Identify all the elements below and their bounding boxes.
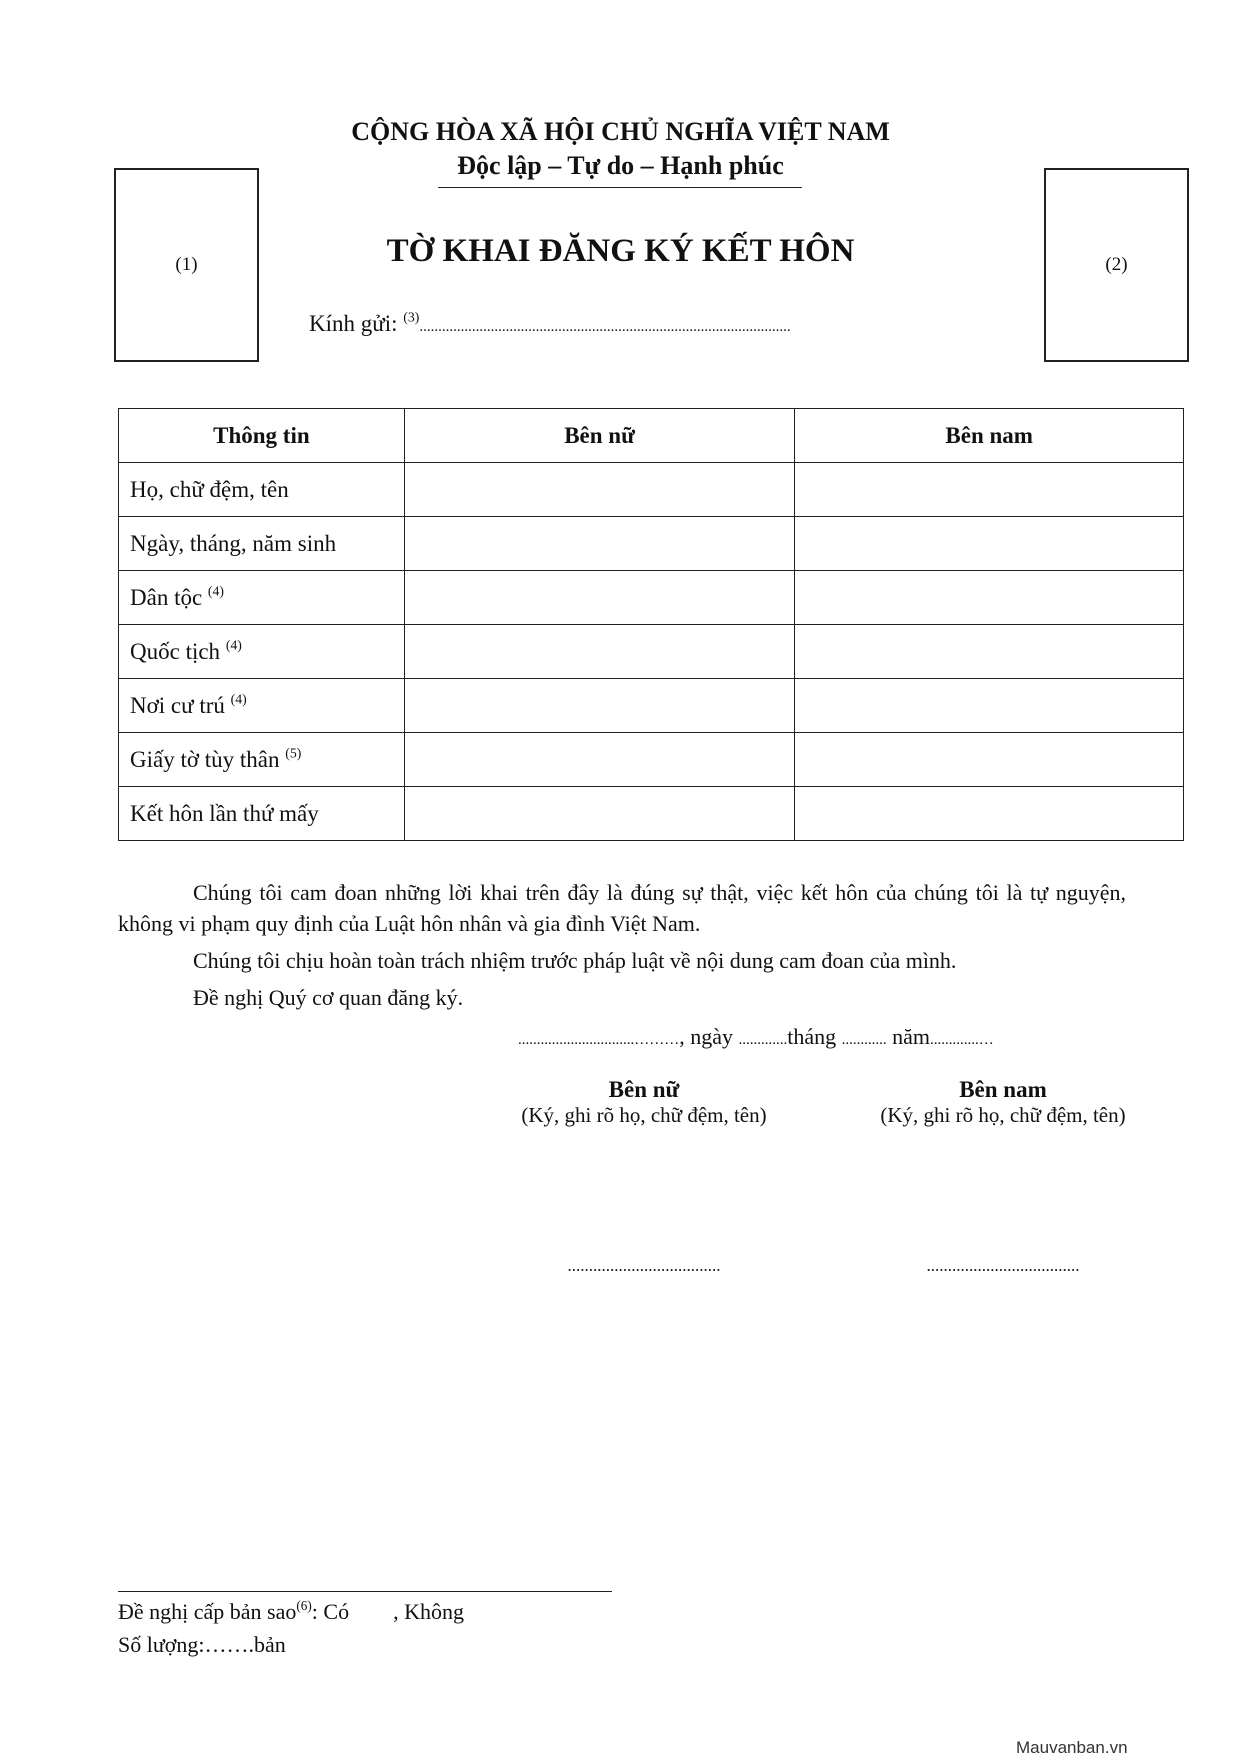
month-label: tháng (787, 1024, 842, 1049)
signature-female (484, 1077, 804, 1128)
footnote-divider (118, 1591, 612, 1592)
copy-request-sup: (6) (296, 1597, 312, 1613)
signature-female-note: (Ký, ghi rõ họ, chữ đệm, tên) (521, 1103, 767, 1127)
female-ethnicity-cell[interactable] (404, 571, 795, 625)
signature-male-line[interactable]: .................................... (926, 1256, 1080, 1275)
table-row (119, 733, 1184, 787)
copy-request-line (118, 1599, 464, 1625)
male-dob-cell[interactable] (795, 517, 1184, 571)
table-header-row (119, 409, 1184, 463)
female-residence-cell[interactable] (404, 679, 795, 733)
day-label: , ngày (679, 1024, 739, 1049)
declaration-paragraph-3: Đề nghị Quý cơ quan đăng ký. (193, 985, 464, 1010)
female-marriage-count-cell[interactable] (404, 787, 795, 841)
female-nationality-cell[interactable] (404, 625, 795, 679)
female-dob-cell[interactable] (404, 517, 795, 571)
form-title: TỜ KHAI ĐĂNG KÝ KẾT HÔN (386, 233, 855, 269)
copy-quantity-line[interactable]: Số lượng:…….bản (118, 1632, 286, 1657)
signature-female-line[interactable]: .................................... (567, 1256, 721, 1275)
place-blank[interactable]: ...............................……… (518, 1032, 680, 1048)
row-label-text: Kết hôn lần thứ mấy (130, 800, 319, 826)
photo-box-left-label: (1) (175, 254, 198, 275)
row-label-sup: (4) (225, 636, 242, 652)
row-label (119, 571, 405, 625)
row-label-sup: (5) (285, 744, 302, 760)
signature-male-title: Bên nam (959, 1077, 1047, 1102)
recipient-blank[interactable]: ................................................................................................... (419, 319, 791, 335)
copy-request-options[interactable]: : Có , Không (311, 1599, 464, 1624)
male-name-cell[interactable] (795, 463, 1184, 517)
female-name-cell[interactable] (404, 463, 795, 517)
row-label (119, 463, 405, 517)
day-blank[interactable]: ............. (738, 1032, 788, 1048)
row-label (119, 787, 405, 841)
declaration-paragraph-2: Chúng tôi chịu hoàn toàn trách nhiệm trước pháp luật về nội dung cam đoan của mình. (193, 948, 957, 973)
recipient-footnote-ref: (3) (403, 309, 420, 325)
motto-underline (438, 187, 802, 188)
male-residence-cell[interactable] (795, 679, 1184, 733)
signature-male-note: (Ký, ghi rõ họ, chữ đệm, tên) (880, 1103, 1126, 1127)
copy-request-label: Đề nghị cấp bản sao (118, 1599, 297, 1624)
row-label-sup: (4) (207, 582, 225, 598)
row-label-text: Dân tộc (130, 584, 208, 610)
info-table (118, 408, 1184, 841)
row-label-text: Giấy tờ tùy thân (130, 746, 286, 772)
table-row (119, 679, 1184, 733)
row-label-text: Nơi cư trú (130, 692, 231, 718)
row-label-text: Quốc tịch (130, 638, 226, 664)
recipient-line (309, 311, 791, 337)
photo-box-right-label: (2) (1105, 254, 1128, 275)
col-header-female: Bên nữ (404, 409, 795, 463)
col-header-male: Bên nam (795, 409, 1184, 463)
col-header-info: Thông tin (119, 409, 405, 463)
declaration-paragraph-1: Chúng tôi cam đoan những lời khai trên đây là đúng sự thật, việc kết hôn của chúng tôi là tự nguyện, không vi phạm quy định của Luật hôn nhân và gia đình Việt Nam. (118, 880, 1126, 936)
motto-heading: Độc lập – Tự do – Hạnh phúc (457, 151, 784, 180)
male-ethnicity-cell[interactable] (795, 571, 1184, 625)
row-label (119, 733, 405, 787)
female-id-doc-cell[interactable] (404, 733, 795, 787)
year-label: năm (886, 1024, 931, 1049)
signature-female-title: Bên nữ (608, 1077, 680, 1102)
recipient-label: Kính gửi: (309, 311, 404, 336)
year-blank[interactable]: .............… (930, 1032, 994, 1048)
male-nationality-cell[interactable] (795, 625, 1184, 679)
table-row (119, 571, 1184, 625)
row-label-text: Ngày, tháng, năm sinh (130, 530, 337, 556)
table-row (119, 463, 1184, 517)
table-row (119, 625, 1184, 679)
signature-male (843, 1077, 1163, 1128)
table-row (119, 787, 1184, 841)
row-label (119, 625, 405, 679)
male-id-doc-cell[interactable] (795, 733, 1184, 787)
nation-heading: CỘNG HÒA XÃ HỘI CHỦ NGHĨA VIỆT NAM (351, 117, 890, 146)
month-blank[interactable]: ............ (841, 1032, 887, 1048)
row-label (119, 517, 405, 571)
dateline (518, 1024, 994, 1050)
table-row (119, 517, 1184, 571)
male-marriage-count-cell[interactable] (795, 787, 1184, 841)
watermark-text: Mauvanban.vn (1016, 1738, 1128, 1757)
row-label (119, 679, 405, 733)
row-label-sup: (4) (230, 690, 247, 706)
row-label-text: Họ, chữ đệm, tên (130, 476, 289, 502)
